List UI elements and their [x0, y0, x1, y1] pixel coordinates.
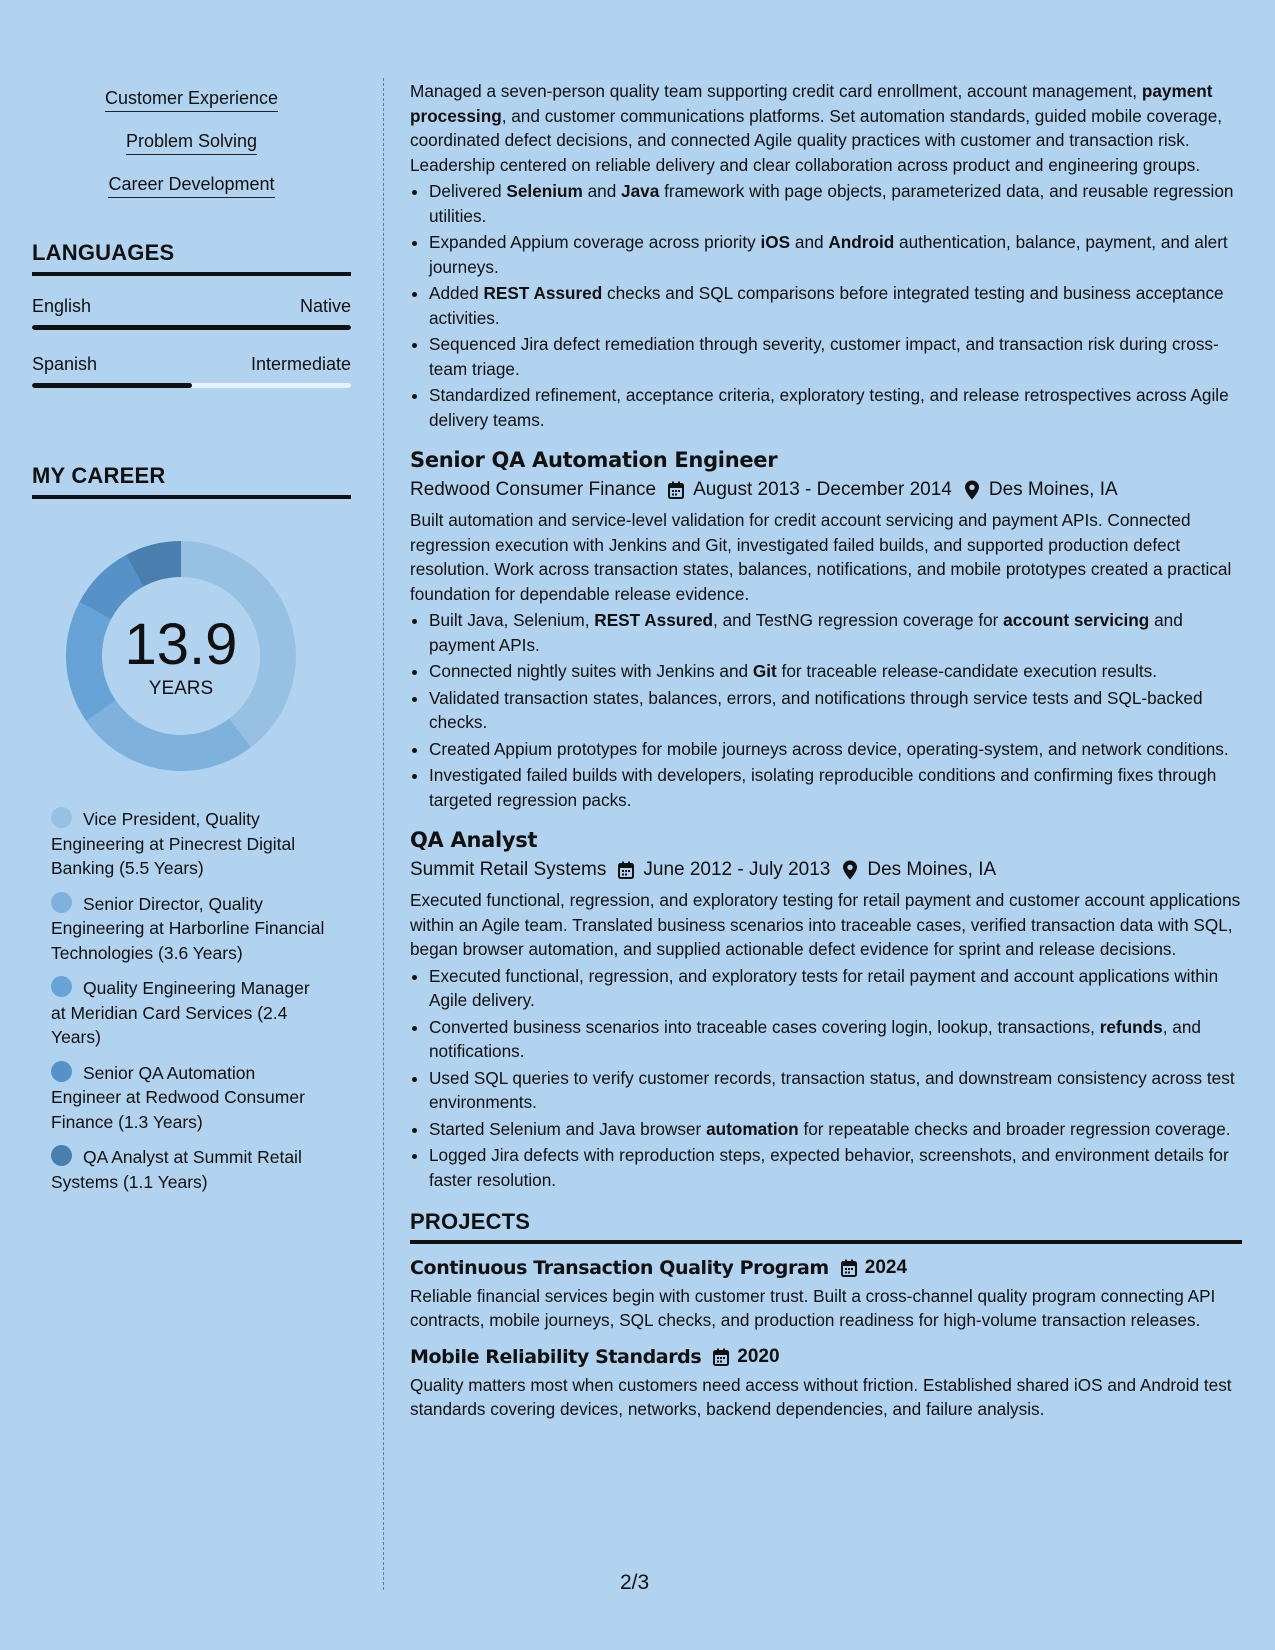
bullet-item: • Investigated failed builds with developers, isolating reproducible conditions and confirming fixes through targeted regression packs. — [429, 763, 1242, 812]
language-proficiency-bar — [32, 383, 351, 388]
bullet-item: • Connected nightly suites with Jenkins and Git for traceable release-candidate execution results. — [429, 659, 1242, 684]
job-meta — [410, 857, 1242, 883]
career-heading: MY CAREER — [32, 463, 351, 499]
project-description: Reliable financial services begin with customer trust. Built a cross-channel quality program connecting API contracts, mobile journeys, SQL checks, and production readiness for high-volume transaction releases. — [410, 1285, 1216, 1330]
career-section — [32, 463, 351, 1194]
language-name: Spanish — [32, 354, 98, 374]
language-level: Intermediate — [250, 354, 351, 374]
project-year: 2020 — [737, 1345, 780, 1367]
bullet-item: • Used SQL queries to verify customer records, transaction status, and downstream consistency across test environments. — [429, 1066, 1242, 1115]
bullet-item: • Executed functional, regression, and exploratory tests for retail payment and account applications within Agile delivery. — [429, 964, 1242, 1013]
job-bullets — [410, 964, 1242, 1193]
project-item — [410, 1255, 1242, 1333]
job-dates: June 2012 - July 2013 — [643, 859, 831, 880]
skill-item: Customer Experience — [32, 88, 351, 112]
career-legend-item: Senior Director, Quality Engineering at Harborline Financial Technologies (3.6 Years) — [51, 893, 325, 963]
bullet-item: • Converted business scenarios into traceable cases covering login, lookup, transactions, refunds, and notifications. — [429, 1015, 1242, 1064]
location-pin-icon — [842, 860, 858, 880]
job-entry — [410, 446, 1242, 812]
skill-item: Problem Solving — [32, 131, 351, 155]
job-meta — [410, 477, 1242, 503]
projects-heading: PROJECTS — [410, 1210, 1242, 1244]
legend-dot — [51, 892, 72, 913]
skill-item: Career Development — [32, 174, 351, 198]
career-legend-item: Senior QA Automation Engineer at Redwood Consumer Finance (1.3 Years) — [51, 1062, 305, 1132]
job-company: Redwood Consumer Finance — [410, 479, 657, 500]
skills-list — [32, 60, 351, 198]
bullet-item: • Sequenced Jira defect remediation through severity, customer impact, and transaction risk during cross-team triage. — [429, 332, 1242, 381]
bullet-item: • Expanded Appium coverage across priority iOS and Android authentication, balance, payment, and alert journeys. — [429, 230, 1242, 279]
career-legend-item: Vice President, Quality Engineering at Pinecrest Digital Banking (5.5 Years) — [51, 809, 296, 878]
languages-heading: LANGUAGES — [32, 240, 351, 276]
legend-dot — [51, 976, 72, 997]
bullet-item: • Delivered Selenium and Java framework with page objects, parameterized data, and reusable regression utilities. — [429, 179, 1242, 228]
bullet-item: • Added REST Assured checks and SQL comparisons before integrated testing and business acceptance activities. — [429, 281, 1242, 330]
sidebar — [32, 60, 351, 1205]
calendar-icon — [841, 1259, 857, 1277]
bullet-item: • Built Java, Selenium, REST Assured, and TestNG regression coverage for account servicing and payment APIs. — [429, 608, 1242, 657]
language-name: English — [32, 296, 92, 316]
project-year: 2024 — [864, 1256, 908, 1278]
proficiency-fill — [32, 325, 351, 330]
job-location: Des Moines, IA — [867, 859, 997, 880]
project-title-row — [410, 1255, 1242, 1281]
location-pin-icon — [964, 480, 980, 500]
bullet-item: • Started Selenium and Java browser automation for repeatable checks and broader regression coverage. — [429, 1117, 1242, 1142]
job-company: Summit Retail Systems — [410, 859, 607, 880]
language-proficiency-bar — [32, 325, 351, 330]
bullet-item: • Created Appium prototypes for mobile journeys across device, operating-system, and network conditions. — [429, 737, 1242, 762]
project-description: Quality matters most when customers need access without friction. Established shared iOS and Android test standards covering devices, networks, backend dependencies, and failure analysis. — [410, 1374, 1232, 1419]
job-summary: Executed functional, regression, and exploratory testing for retail payment and customer account applications within an Agile team. Translated business scenarios into traceable cases, verified transaction data with SQL, began browser automation, and supplied actionable defect evidence for sprint and release decisions. — [410, 890, 1241, 959]
bullet-item: • Standardized refinement, acceptance criteria, exploratory testing, and release retrospectives across Agile delivery teams. — [429, 383, 1242, 432]
calendar-icon — [618, 861, 634, 879]
language-level: Native — [299, 296, 351, 316]
language-item — [32, 354, 351, 388]
job-entry — [410, 826, 1242, 1192]
career-donut-chart — [66, 541, 296, 771]
job-bullets — [410, 608, 1242, 812]
calendar-icon — [713, 1348, 729, 1366]
job-location: Des Moines, IA — [988, 479, 1118, 500]
job-title: Senior QA Automation Engineer — [410, 448, 778, 472]
page-number: 2/3 — [620, 1571, 650, 1594]
career-total-years: 13.9 — [124, 612, 238, 677]
proficiency-fill — [32, 383, 192, 388]
job-summary: Managed a seven-person quality team supporting credit card enrollment, account management, payment processing, and customer communications platforms. Set automation standards, guided mobile coverage, coordinated defect decisions, and connected Agile quality practices with customer and transaction risk. Leadership centered on reliable delivery and clear collaboration across product and engineering groups. — [410, 81, 1223, 175]
job-summary: Built automation and service-level validation for credit account servicing and payment APIs. Connected regression execution with Jenkins and Git, investigated failed builds, and supported production defect resolution. Work across transaction states, balances, notifications, and mobile prototypes created a practical foundation for dependable release evidence. — [410, 510, 1232, 604]
job-bullets — [410, 179, 1242, 432]
job-title: QA Analyst — [410, 828, 538, 852]
career-legend-item: Quality Engineering Manager at Meridian Card Services (2.4 Years) — [51, 978, 310, 1047]
career-legend — [51, 807, 326, 1194]
column-divider — [383, 78, 384, 1590]
legend-dot — [51, 1061, 72, 1082]
bullet-item: • Logged Jira defects with reproduction steps, expected behavior, screenshots, and environment details for faster resolution. — [429, 1143, 1242, 1192]
languages-section — [32, 240, 351, 388]
legend-dot — [51, 1145, 72, 1166]
project-name: Mobile Reliability Standards — [410, 1345, 702, 1368]
calendar-icon — [668, 481, 684, 499]
bullet-item: • Validated transaction states, balances, errors, and notifications through service tests and SQL-backed checks. — [429, 686, 1242, 735]
project-name: Continuous Transaction Quality Program — [410, 1256, 829, 1279]
project-title-row — [410, 1344, 1242, 1370]
projects-section — [410, 1210, 1242, 1422]
main-content — [410, 79, 1242, 1422]
language-item — [32, 296, 351, 330]
career-legend-item: QA Analyst at Summit Retail Systems (1.1 Years) — [51, 1147, 302, 1192]
career-total-unit: YEARS — [148, 678, 214, 699]
experience-intro — [410, 79, 1242, 432]
legend-dot — [51, 807, 72, 828]
project-item — [410, 1344, 1242, 1422]
job-dates: August 2013 - December 2014 — [693, 479, 952, 500]
